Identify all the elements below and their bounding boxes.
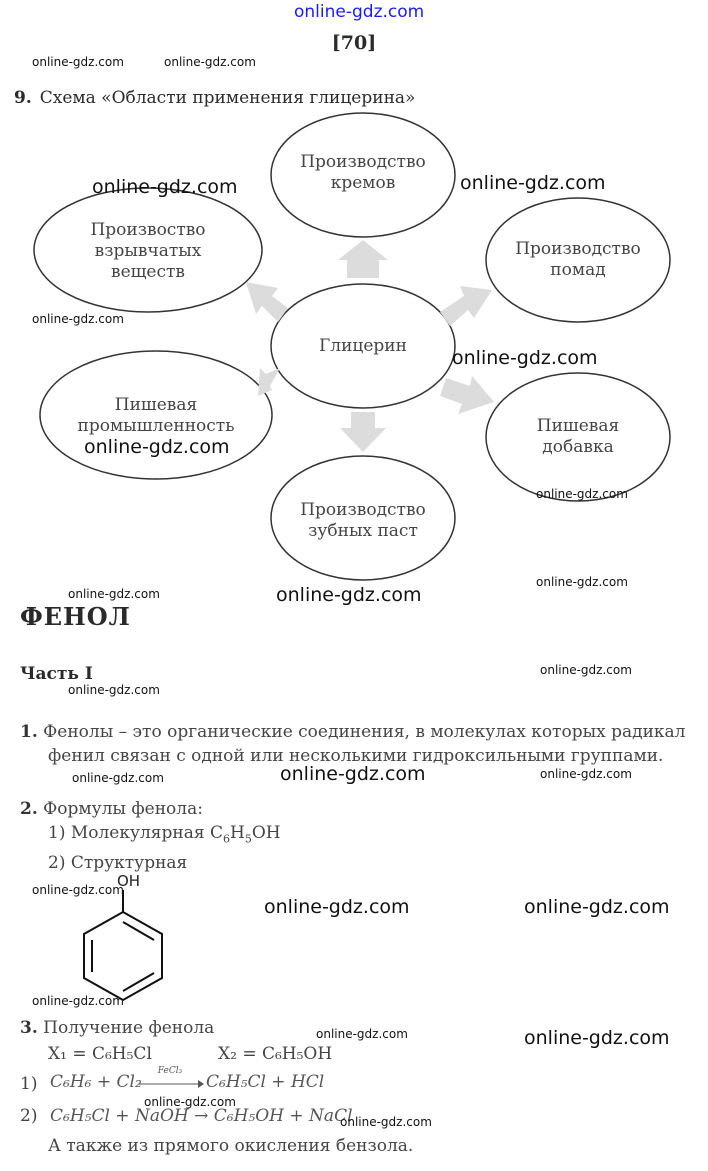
watermark: online-gdz.com [540, 767, 632, 781]
item-1: 1. Фенолы – это органические соединения, в молекулах которых радикал фенил связан с одной или несколькими гидроксильными группами. [20, 722, 686, 766]
watermark: online-gdz.com [524, 896, 670, 918]
arrow-down [340, 412, 386, 452]
watermark: online-gdz.com [316, 1027, 408, 1041]
watermark: online-gdz.com [32, 55, 124, 69]
item-2-number: 2. [20, 799, 38, 819]
item-3-tail: А также из прямого окисления бензола. [48, 1136, 414, 1156]
watermark: online-gdz.com [68, 587, 160, 601]
node-top-label: Производство кремов [300, 152, 426, 193]
watermark: online-gdz.com [340, 1115, 432, 1129]
watermark: online-gdz.com [32, 883, 124, 897]
node-left-bottom-label: Пишевая промышленность [77, 395, 235, 436]
arrow-upper-right [440, 286, 492, 326]
node-bottom-label: Производство зубных паст [300, 500, 426, 541]
watermark: online-gdz.com [264, 896, 410, 918]
item-2: 2. Формулы фенола: 1) Молекулярная $C_6H_5OH$ 2) Структурная [20, 799, 281, 874]
watermark: online-gdz.com [144, 1095, 236, 1109]
watermark: online-gdz.com [72, 771, 164, 785]
watermark: online-gdz.com [32, 312, 124, 326]
reaction-1-left: C₆H₆ + Cl₂ [50, 1072, 142, 1092]
question-number: 9. [14, 88, 32, 108]
watermark: online-gdz.com [32, 994, 124, 1008]
watermark: online-gdz.com [452, 347, 598, 369]
reaction-2-number: 2) [20, 1106, 38, 1126]
item-3-heading: 3. Получение фенола [20, 1018, 215, 1038]
reaction-2: C₆H₅Cl + NaOH → C₆H₅OH + NaCl [50, 1106, 353, 1126]
watermark: online-gdz.com [536, 487, 628, 501]
arrow-up [338, 240, 388, 278]
node-left-top-label: Произвоство взрывчатых веществ [90, 220, 206, 282]
reaction-1-number: 1) [20, 1074, 38, 1094]
node-right-bottom-label: Пишевая добавка [536, 416, 620, 457]
arrow-lower-right [440, 376, 494, 414]
watermark: online-gdz.com [524, 1027, 670, 1049]
arrow-lower-left [258, 368, 280, 396]
watermark: online-gdz.com [68, 683, 160, 697]
node-center-label: Глицерин [319, 336, 407, 356]
part-title: Часть I [20, 664, 93, 684]
watermark: online-gdz.com [84, 436, 230, 458]
reaction-1-arrow [138, 1078, 204, 1090]
watermark: online-gdz.com [164, 55, 256, 69]
reaction-1-catalyst: FeCl₃ [157, 1066, 183, 1076]
x2-value: X₂ = C₆H₅OH [218, 1044, 333, 1064]
oh-label: OH [117, 872, 141, 890]
question-title: Схема «Области применения глицерина» [39, 88, 416, 108]
node-right-top-label: Производство помад [515, 239, 641, 280]
item-3-number: 3. [20, 1018, 38, 1038]
section-title: ФЕНОЛ [20, 602, 131, 631]
watermark: online-gdz.com [460, 172, 606, 194]
item-1-number: 1. [20, 722, 38, 742]
benzene-ring-structure [78, 888, 168, 1008]
page-number: [70] [331, 32, 377, 54]
reaction-1-right: C₆H₅Cl + HCl [206, 1072, 325, 1092]
watermark: online-gdz.com [536, 575, 628, 589]
top-site-watermark: online-gdz.com [294, 2, 425, 22]
watermark: online-gdz.com [92, 176, 238, 198]
watermark: online-gdz.com [540, 663, 632, 677]
arrow-upper-left [246, 282, 288, 322]
watermark: online-gdz.com [276, 584, 422, 606]
x1-value: X₁ = C₆H₅Cl [48, 1044, 152, 1064]
watermark: online-gdz.com [280, 763, 426, 785]
